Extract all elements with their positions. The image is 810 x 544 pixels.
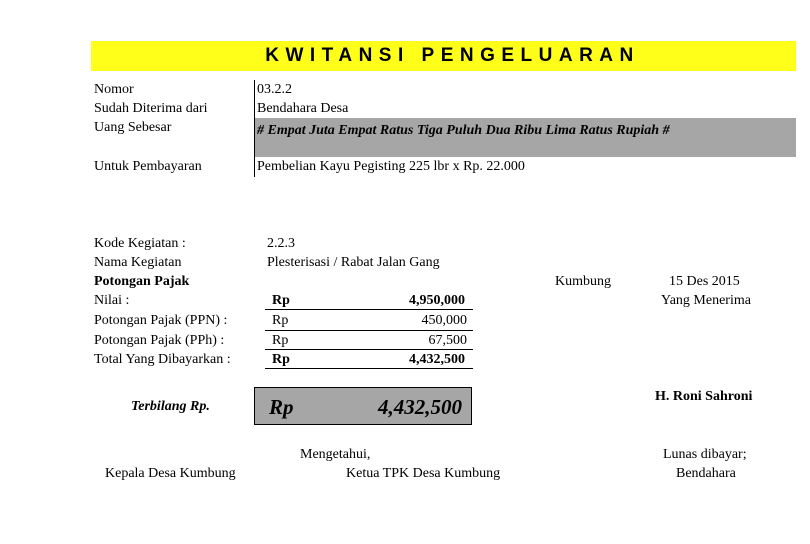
nilai-label: Nilai : bbox=[94, 293, 130, 308]
pph-label: Potongan Pajak (PPh) : bbox=[94, 333, 225, 348]
terbilang-amount: 4,432,500 bbox=[378, 395, 462, 419]
total-currency: Rp bbox=[272, 352, 290, 367]
nomor-label: Nomor bbox=[94, 82, 134, 97]
kepala-desa-title: Kepala Desa Kumbung bbox=[105, 466, 236, 481]
nama-kegiatan-label: Nama Kegiatan bbox=[94, 255, 182, 270]
ppn-currency: Rp bbox=[272, 313, 289, 328]
total-label: Total Yang Dibayarkan : bbox=[94, 352, 231, 367]
place: Kumbung bbox=[555, 274, 611, 289]
bendahara-title: Bendahara bbox=[676, 466, 736, 481]
total-underline bbox=[265, 368, 473, 369]
terbilang-box bbox=[254, 387, 472, 425]
ppn-label: Potongan Pajak (PPN) : bbox=[94, 313, 228, 328]
nilai-currency: Rp bbox=[272, 293, 290, 308]
uang-sebesar-label: Uang Sebesar bbox=[94, 120, 172, 135]
nama-kegiatan-value: Plesterisasi / Rabat Jalan Gang bbox=[267, 255, 440, 270]
ketua-tpk-title: Ketua TPK Desa Kumbung bbox=[346, 466, 501, 481]
ppn-amount: 450,000 bbox=[421, 313, 467, 328]
mengetahui-text: Mengetahui, bbox=[300, 447, 371, 462]
untuk-pembayaran-value: Pembelian Kayu Pegisting 225 lbr x Rp. 22.000 bbox=[257, 159, 525, 174]
receiver-label: Yang Menerima bbox=[661, 293, 751, 308]
diterima-dari-label: Sudah Diterima dari bbox=[94, 101, 208, 116]
terbilang-currency: Rp bbox=[269, 395, 294, 419]
lunas-text: Lunas dibayar; bbox=[663, 447, 747, 462]
ppn-underline bbox=[265, 330, 473, 331]
uang-sebesar-value: # Empat Juta Empat Ratus Tiga Puluh Dua Ribu Lima Ratus Rupiah # bbox=[257, 123, 670, 138]
nomor-value: 03.2.2 bbox=[257, 82, 292, 97]
pph-amount: 67,500 bbox=[428, 333, 467, 348]
pph-currency: Rp bbox=[272, 333, 289, 348]
diterima-dari-value: Bendahara Desa bbox=[257, 101, 349, 116]
kode-kegiatan-label: Kode Kegiatan : bbox=[94, 236, 186, 251]
pph-underline bbox=[265, 349, 473, 350]
page-title: KWITANSI PENGELUARAN bbox=[265, 45, 640, 66]
terbilang-label: Terbilang Rp. bbox=[131, 399, 210, 414]
nilai-underline bbox=[265, 309, 473, 310]
date: 15 Des 2015 bbox=[669, 274, 740, 289]
receiver-name: H. Roni Sahroni bbox=[655, 389, 753, 404]
untuk-pembayaran-label: Untuk Pembayaran bbox=[94, 159, 202, 174]
kode-kegiatan-value: 2.2.3 bbox=[267, 236, 295, 251]
title-bar bbox=[91, 41, 796, 71]
potongan-pajak-heading: Potongan Pajak bbox=[94, 274, 190, 289]
total-amount: 4,432,500 bbox=[409, 352, 465, 367]
nilai-amount: 4,950,000 bbox=[409, 293, 465, 308]
